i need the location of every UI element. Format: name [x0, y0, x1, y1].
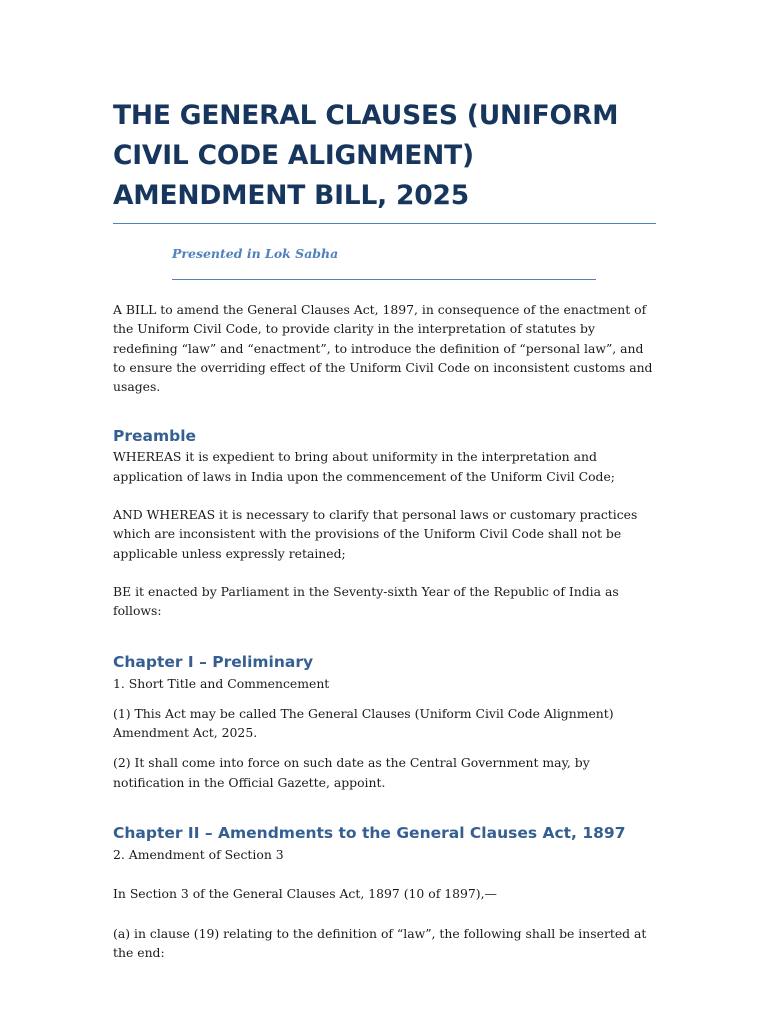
- preamble-heading: Preamble: [113, 427, 197, 446]
- preamble-paragraph-3: BE it enacted by Parliament in the Seventy-sixth Year of the Republic of India as follows:: [113, 583, 619, 619]
- chapter-2-heading: Chapter II – Amendments to the General Clauses Act, 1897: [113, 824, 626, 843]
- subtitle-block: [172, 245, 596, 280]
- preamble-paragraph-2: AND WHEREAS it is necessary to clarify that personal laws or customary practices which are inconsistent with the provisions of the Uniform Civil Code shall not be applicable unless expressly retained;: [113, 507, 638, 561]
- chapter-2-paragraph-2: (a) in clause (19) relating to the definition of “law”, the following shall be inserted at the end:: [113, 925, 647, 960]
- preamble-paragraph-1: WHEREAS it is expedient to bring about uniformity in the interpretation and application of laws in India upon the commencement of the Uniform Civil Code;: [113, 449, 615, 484]
- document-subtitle: Presented in Lok Sabha: [172, 246, 339, 261]
- chapter-1-heading: Chapter I – Preliminary: [113, 652, 314, 671]
- chapter-1-section-title: 1. Short Title and Commencement: [113, 675, 330, 691]
- chapter-1-clause-2: (2) It shall come into force on such date as the Central Government may, by notification in the Official Gazette, appoint.: [113, 755, 590, 790]
- chapter-1-clause-1: (1) This Act may be called The General Clauses (Uniform Civil Code Alignment) Amendment Act, 2025.: [113, 705, 614, 741]
- chapter-2-paragraph-1: In Section 3 of the General Clauses Act, 1897 (10 of 1897),—: [113, 886, 497, 902]
- document-title: THE GENERAL CLAUSES (UNIFORM CIVIL CODE ALIGNMENT) AMENDMENT BILL, 2025: [113, 96, 656, 224]
- chapter-2-section-title: 2. Amendment of Section 3: [113, 847, 284, 863]
- intro-paragraph: A BILL to amend the General Clauses Act, 1897, in consequence of the enactment of the Uniform Civil Code, to provide clarity in the interpretation of statutes by redefining “law” and “enactment”, to introduce the definition of “personal law”, and to ensure the overriding effect of the Uniform Civil Code on inconsistent customs and usages.: [113, 302, 653, 395]
